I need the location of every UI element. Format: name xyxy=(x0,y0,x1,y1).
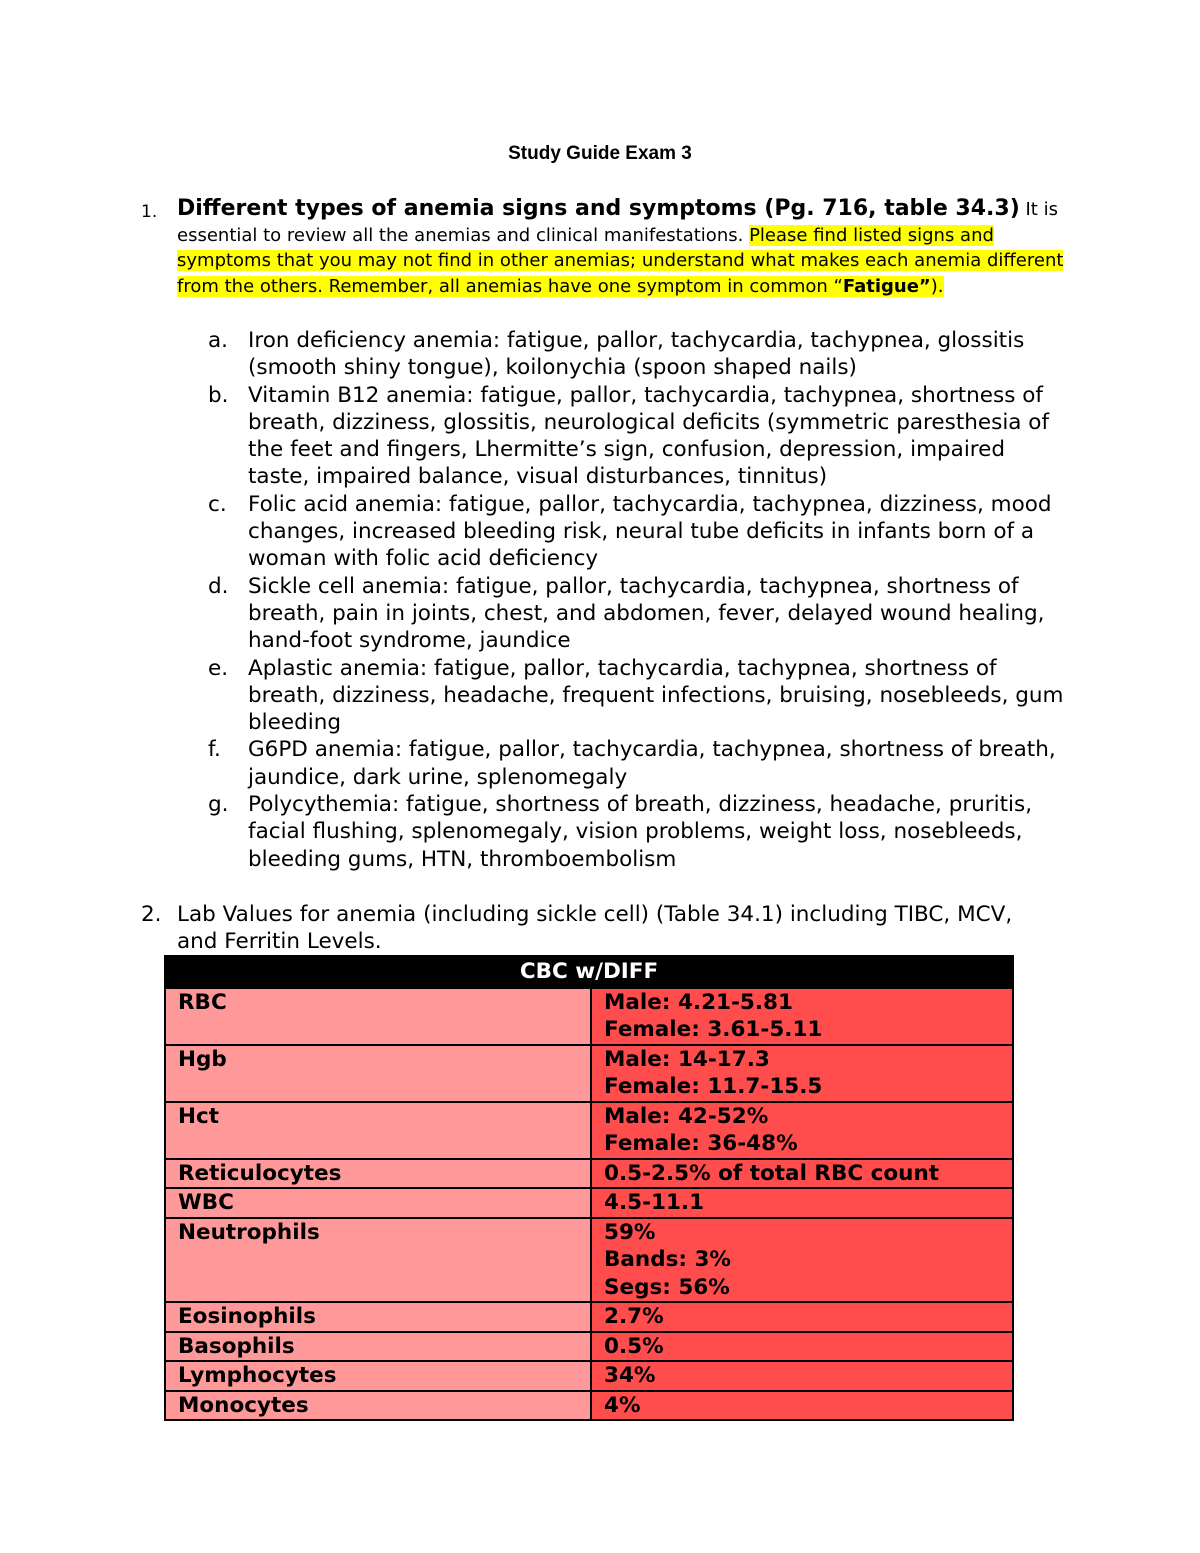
value-line: Segs: 56% xyxy=(604,1274,730,1300)
value-line: 2.7% xyxy=(604,1304,664,1329)
row-label: Neutrophils xyxy=(165,1218,591,1303)
highlighted-fatigue: Fatigue” xyxy=(842,275,931,297)
list-marker: f. xyxy=(208,737,221,763)
list-marker: c. xyxy=(208,491,227,517)
question-1-body xyxy=(177,196,1071,299)
list-marker: d. xyxy=(208,573,229,599)
value-line: 34% xyxy=(604,1363,656,1388)
question-1 xyxy=(141,196,1071,299)
list-item xyxy=(208,382,1068,491)
table-row xyxy=(165,1302,1013,1332)
row-value xyxy=(591,1188,1013,1218)
value-line: Bands: 3% xyxy=(604,1247,731,1272)
highlighted-reminder-text: Please find listed signs and symptoms that you may not find in other anemias; understand what makes each anemia different from the others. Remember, all anemias have one symptom in common “ xyxy=(177,224,1064,297)
table-row xyxy=(165,1102,1013,1159)
row-value xyxy=(591,988,1013,1045)
question-1-number: 1. xyxy=(141,202,158,222)
question-1-heading: Different types of anemia signs and symptoms (Pg. 716, table 34.3) xyxy=(177,196,1020,221)
table-row xyxy=(165,1188,1013,1218)
value-line: Male: 42-52% xyxy=(604,1103,769,1129)
row-value xyxy=(591,1361,1013,1391)
cbc-table xyxy=(164,955,1014,1421)
question-2-number: 2. xyxy=(141,902,162,927)
list-item-text: Folic acid anemia: fatigue, pallor, tachycardia, tachypnea, dizziness, mood changes, increased bleeding risk, neural tube deficits in infants born of a woman with folic acid deficiency xyxy=(248,491,1052,572)
anemia-types-list xyxy=(208,327,1068,873)
list-item-text: Aplastic anemia: fatigue, pallor, tachycardia, tachypnea, shortness of breath, dizziness, headache, frequent infections, bruising, nosebleeds, gum bleeding xyxy=(248,655,1064,736)
value-line: Male: 14-17.3 xyxy=(604,1046,770,1072)
table-row xyxy=(165,1361,1013,1391)
row-label: WBC xyxy=(165,1188,591,1218)
table-row xyxy=(165,1045,1013,1102)
question-2-text: Lab Values for anemia (including sickle cell) (Table 34.1) including TIBC, MCV, and Ferritin Levels. xyxy=(177,902,1013,955)
row-label: Monocytes xyxy=(165,1391,591,1421)
list-marker: b. xyxy=(208,382,229,408)
page-title: Study Guide Exam 3 xyxy=(508,143,692,164)
question-2 xyxy=(141,901,1041,956)
list-item xyxy=(208,791,1068,873)
row-label: Eosinophils xyxy=(165,1302,591,1332)
value-line: 4.5-11.1 xyxy=(604,1190,705,1215)
list-item xyxy=(208,655,1068,737)
list-marker: g. xyxy=(208,792,229,818)
table-row xyxy=(165,1218,1013,1303)
row-label: Lymphocytes xyxy=(165,1361,591,1391)
row-value xyxy=(591,1218,1013,1303)
list-item xyxy=(208,491,1068,573)
list-item-text: Sickle cell anemia: fatigue, pallor, tachycardia, tachypnea, shortness of breath, pain in joints, chest, and abdomen, fever, delayed wound healing, hand-foot syndrome, jaundice xyxy=(248,573,1045,654)
value-line: 59% xyxy=(604,1219,656,1245)
row-value xyxy=(591,1391,1013,1421)
row-label: Basophils xyxy=(165,1332,591,1362)
row-value xyxy=(591,1302,1013,1332)
table-header-row xyxy=(165,956,1013,988)
row-value xyxy=(591,1045,1013,1102)
row-value xyxy=(591,1159,1013,1189)
value-line: 0.5% xyxy=(604,1333,664,1359)
table-row xyxy=(165,1159,1013,1189)
list-marker: e. xyxy=(208,655,229,681)
list-item-text: Vitamin B12 anemia: fatigue, pallor, tachycardia, tachypnea, shortness of breath, dizziness, glossitis, neurological deficits (symmetric paresthesia of the feet and fingers, Lhermitte’s sign, confusion, depression, impaired taste, impaired balance, visual disturbances, tinnitus) xyxy=(248,382,1050,490)
value-line: 4% xyxy=(604,1392,641,1418)
row-label: Hgb xyxy=(165,1045,591,1102)
value-line: 0.5-2.5% of total RBC count xyxy=(604,1160,940,1186)
table-row xyxy=(165,1332,1013,1362)
list-item xyxy=(208,573,1068,655)
row-value xyxy=(591,1102,1013,1159)
row-label: RBC xyxy=(165,988,591,1045)
table-header: CBC w/DIFF xyxy=(165,956,1013,988)
row-value xyxy=(591,1332,1013,1362)
value-line: Male: 4.21-5.81 xyxy=(604,989,793,1015)
table-row xyxy=(165,1391,1013,1421)
list-marker: a. xyxy=(208,328,229,353)
question-1-note: It is essential to review all the anemias and clinical manifestations. xyxy=(177,199,1058,246)
list-item-text: G6PD anemia: fatigue, pallor, tachycardia, tachypnea, shortness of breath, jaundice, dark urine, splenomegaly xyxy=(248,737,1056,790)
highlighted-reminder-end: ). xyxy=(930,275,944,297)
value-line: Female: 11.7-15.5 xyxy=(604,1074,823,1099)
list-item-text: Iron deficiency anemia: fatigue, pallor, tachycardia, tachypnea, glossitis (smooth shiny tongue), koilonychia (spoon shaped nails) xyxy=(248,328,1025,381)
table-row xyxy=(165,988,1013,1045)
list-item xyxy=(208,736,1068,791)
row-label: Reticulocytes xyxy=(165,1159,591,1189)
row-label: Hct xyxy=(165,1102,591,1159)
value-line: Female: 3.61-5.11 xyxy=(604,1017,823,1042)
list-item xyxy=(208,327,1068,382)
value-line: Female: 36-48% xyxy=(604,1131,798,1156)
list-item-text: Polycythemia: fatigue, shortness of breath, dizziness, headache, pruritis, facial flushing, splenomegaly, vision problems, weight loss, nosebleeds, bleeding gums, HTN, thromboembolism xyxy=(248,792,1033,872)
